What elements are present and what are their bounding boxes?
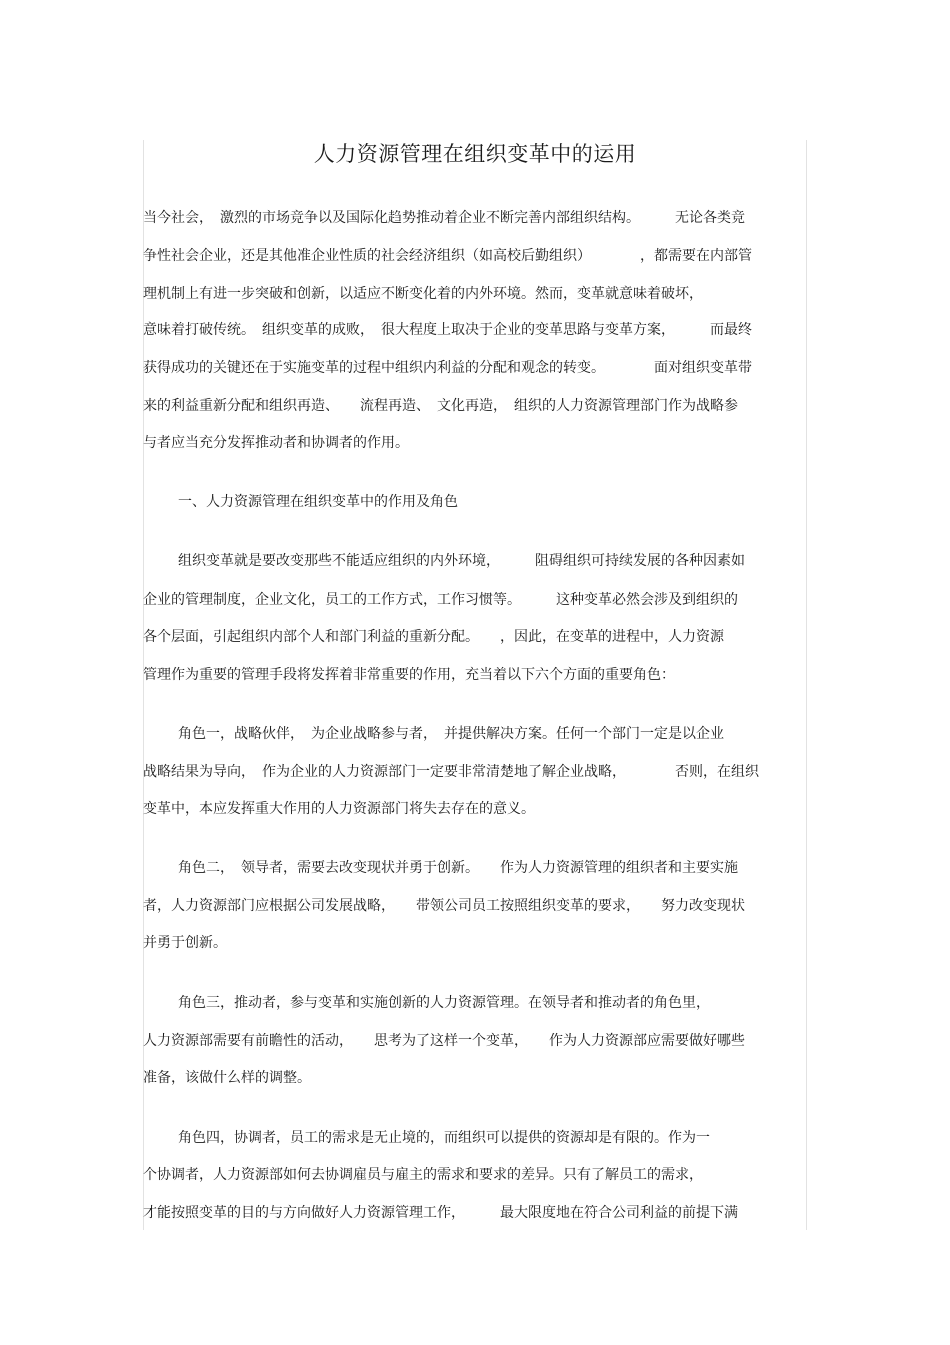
role4-line-1: 角色四，协调者，员工的需求是无止境的，而组织可以提供的资源却是有限的。作为一	[178, 1130, 710, 1146]
intro-line-3: 理机制上有进一步突破和创新，以适应不断变化着的内外环境。然而，变革就意味着破坏，	[143, 286, 703, 302]
intro-line-4: 意味着打破传统。 组织变革的成败， 很大程度上取决于企业的变革思路与变革方案， 而最终	[143, 322, 752, 338]
document-title: 人力资源管理在组织变革中的运用	[313, 142, 637, 166]
role1-line-2: 战略结果为导向， 作为企业的人力资源部门一定要非常清楚地了解企业战略， 否则，在组织	[143, 764, 759, 780]
para1-line-4: 管理作为重要的管理手段将发挥着非常重要的作用，充当着以下六个方面的重要角色：	[143, 667, 675, 683]
role4-line-2: 个协调者，人力资源部如何去协调雇员与雇主的需求和要求的差异。只有了解员工的需求，	[143, 1167, 703, 1183]
role1-line-3: 变革中，本应发挥重大作用的人力资源部门将失去存在的意义。	[143, 801, 535, 817]
role1-line-1: 角色一，战略伙伴， 为企业战略参与者， 并提供解决方案。任何一个部门一定是以企业	[178, 726, 724, 742]
role2-line-1: 角色二， 领导者，需要去改变现状并勇于创新。 作为人力资源管理的组织者和主要实施	[178, 860, 738, 876]
para1-line-1: 组织变革就是要改变那些不能适应组织的内外环境， 阻碍组织可持续发展的各种因素如	[178, 553, 745, 569]
page-right-rule	[806, 140, 807, 1230]
section-heading: 一、人力资源管理在组织变革中的作用及角色	[178, 494, 458, 510]
role3-line-3: 准备，该做什么样的调整。	[143, 1070, 311, 1086]
para1-line-2: 企业的管理制度，企业文化，员工的工作方式，工作习惯等。 这种变革必然会涉及到组织的	[143, 592, 738, 608]
role2-line-3: 并勇于创新。	[143, 935, 227, 951]
role4-line-3: 才能按照变革的目的与方向做好人力资源管理工作， 最大限度地在符合公司利益的前提下满	[143, 1205, 738, 1221]
intro-line-5: 获得成功的关键还在于实施变革的过程中组织内利益的分配和观念的转变。 面对组织变革带	[143, 360, 752, 376]
intro-line-7: 与者应当充分发挥推动者和协调者的作用。	[143, 435, 409, 451]
intro-line-6: 来的利益重新分配和组织再造、 流程再造、 文化再造， 组织的人力资源管理部门作为战略参	[143, 398, 738, 414]
role2-line-2: 者，人力资源部门应根据公司发展战略， 带领公司员工按照组织变革的要求， 努力改变现状	[143, 898, 745, 914]
intro-line-2: 争性社会企业，还是其他准企业性质的社会经济组织（如高校后勤组织） ，都需要在内部管	[143, 248, 752, 264]
role3-line-1: 角色三，推动者，参与变革和实施创新的人力资源管理。在领导者和推动者的角色里，	[178, 995, 710, 1011]
role3-line-2: 人力资源部需要有前瞻性的活动， 思考为了这样一个变革， 作为人力资源部应需要做好哪些	[143, 1033, 745, 1049]
para1-line-3: 各个层面，引起组织内部个人和部门利益的重新分配。 ，因此，在变革的进程中，人力资源	[143, 629, 724, 645]
intro-line-1: 当今社会， 激烈的市场竞争以及国际化趋势推动着企业不断完善内部组织结构。 无论各类竞	[143, 210, 745, 226]
